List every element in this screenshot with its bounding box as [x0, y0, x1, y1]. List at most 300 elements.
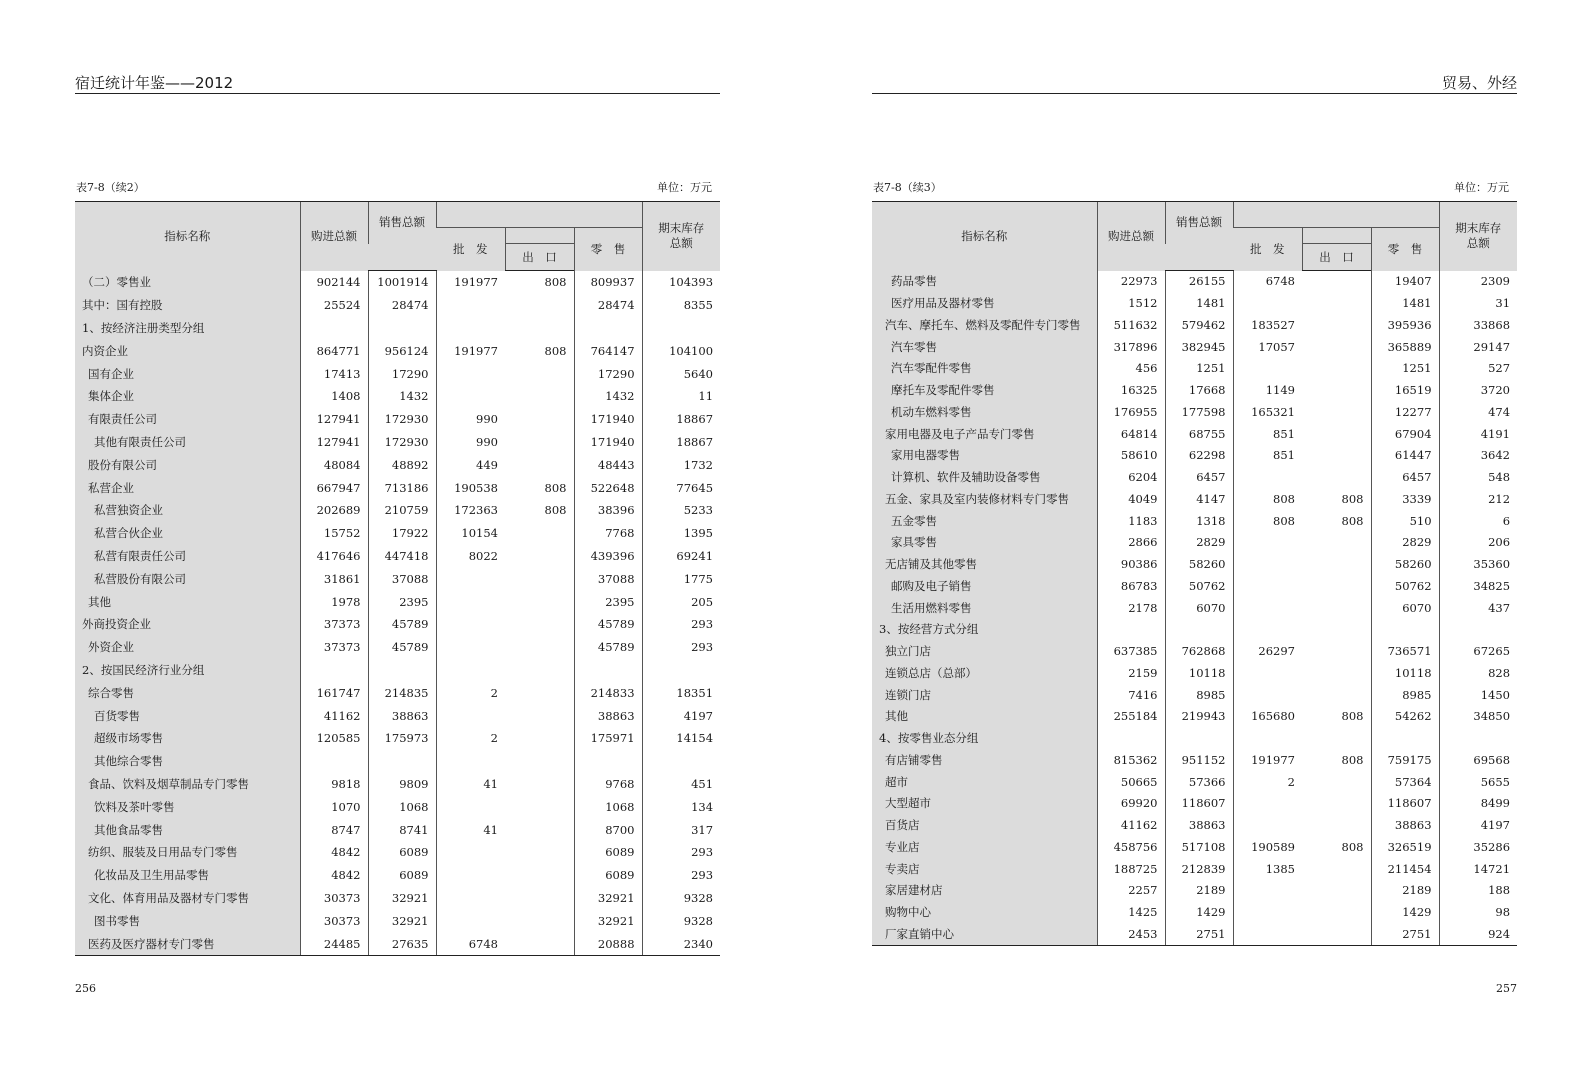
row-label: 私营企业: [75, 476, 300, 499]
purchase-cell: 2257: [1097, 880, 1165, 902]
sales-cell: 50762: [1165, 576, 1233, 598]
purchase-cell: 2866: [1097, 532, 1165, 554]
wholesale-cell: 990: [436, 408, 505, 431]
inventory-cell: 437: [1439, 597, 1517, 619]
sales-cell: 32921: [368, 887, 436, 910]
sales-cell: 2395: [368, 590, 436, 613]
wholesale-cell: 1149: [1233, 380, 1302, 402]
row-label: 专业店: [872, 837, 1097, 859]
purchase-cell: 37373: [300, 613, 368, 636]
col-header-sales: 销售总额: [368, 202, 436, 244]
table-row: [75, 750, 720, 773]
export-cell: 808: [544, 343, 567, 358]
purchase-cell: [300, 659, 368, 682]
purchase-cell: 1425: [1097, 902, 1165, 924]
unit-label: 单位：万元: [657, 181, 712, 194]
retail-cell: 1481: [1371, 293, 1439, 315]
row-label: 私营股份有限公司: [75, 567, 300, 590]
purchase-cell: 511632: [1097, 315, 1165, 337]
row-label: 饮料及茶叶零售: [75, 795, 300, 818]
wholesale-cell: [436, 317, 505, 340]
col-header-export: 出 口: [1302, 244, 1371, 271]
sales-cell: 951152: [1165, 750, 1233, 772]
purchase-cell: 6204: [1097, 467, 1165, 489]
row-label: 其他: [75, 590, 300, 613]
sales-cell: [1165, 619, 1233, 641]
inventory-cell: 29147: [1439, 336, 1517, 358]
purchase-cell: 902144: [300, 271, 368, 294]
sales-cell: 68755: [1165, 423, 1233, 445]
row-label: 1、按经济注册类型分组: [75, 317, 300, 340]
purchase-cell: 9818: [300, 773, 368, 796]
retail-cell: 20888: [574, 932, 642, 955]
row-label: 纺织、服装及日用品专门零售: [75, 841, 300, 864]
retail-cell: 1068: [574, 795, 642, 818]
table-row: [75, 932, 720, 955]
retail-cell: 6070: [1371, 597, 1439, 619]
export-cell: [505, 659, 574, 682]
row-label: 家居建材店: [872, 880, 1097, 902]
table-row: [75, 339, 720, 362]
purchase-cell: 8747: [300, 818, 368, 841]
purchase-cell: [1097, 619, 1165, 641]
purchase-cell: 667947: [300, 476, 368, 499]
wholesale-cell: 6748: [436, 932, 505, 955]
export-cell: 808: [1341, 491, 1364, 506]
table-row: [872, 380, 1517, 402]
wholesale-cell: [1233, 576, 1302, 598]
retail-cell: 171940: [574, 431, 642, 454]
row-label: 超级市场零售: [75, 727, 300, 750]
table-row: [75, 408, 720, 431]
export-cell: [505, 613, 574, 636]
wholesale-cell: 190538: [436, 476, 505, 499]
inventory-label-line2: 总额: [669, 236, 693, 251]
row-label: 有限责任公司: [75, 408, 300, 431]
row-label: 家具零售: [872, 532, 1097, 554]
table-row: [872, 619, 1517, 641]
inventory-cell: 5655: [1439, 771, 1517, 793]
row-label: 药品零售: [872, 271, 1097, 293]
left-running-header: [75, 72, 720, 94]
wholesale-cell: [1233, 293, 1302, 315]
inventory-cell: 35286: [1439, 837, 1517, 859]
table-row: [872, 771, 1517, 793]
wholesale-cell: [436, 636, 505, 659]
inventory-cell: 104100: [642, 339, 720, 362]
inventory-cell: 98: [1439, 902, 1517, 924]
inventory-cell: 8499: [1439, 793, 1517, 815]
wholesale-cell: [1233, 684, 1302, 706]
purchase-cell: 161747: [300, 681, 368, 704]
export-cell: [1302, 924, 1371, 946]
row-label: 其他综合零售: [75, 750, 300, 773]
inventory-cell: 4197: [1439, 815, 1517, 837]
row-label: 超市: [872, 771, 1097, 793]
sales-cell: 118607: [1165, 793, 1233, 815]
inventory-cell: 293: [642, 636, 720, 659]
right-running-header: [872, 72, 1517, 94]
row-label: 家用电器零售: [872, 445, 1097, 467]
retail-cell: 1251: [1371, 358, 1439, 380]
wholesale-cell: 851: [1233, 423, 1302, 445]
row-label: 其中：国有控股: [75, 294, 300, 317]
table-row: [872, 728, 1517, 750]
table-row: [75, 453, 720, 476]
retail-cell: [574, 659, 642, 682]
sales-cell: [368, 750, 436, 773]
wholesale-cell: [1233, 793, 1302, 815]
table-row: [872, 293, 1517, 315]
inventory-cell: 527: [1439, 358, 1517, 380]
table-row: [872, 271, 1517, 293]
inventory-cell: [642, 750, 720, 773]
retail-cell: 10118: [1371, 663, 1439, 685]
sales-cell: 1251: [1165, 358, 1233, 380]
inventory-cell: 18867: [642, 431, 720, 454]
row-label: 内资企业: [75, 339, 300, 362]
inventory-cell: 3720: [1439, 380, 1517, 402]
row-label: 其他: [872, 706, 1097, 728]
inventory-cell: 67265: [1439, 641, 1517, 663]
export-cell: [505, 704, 574, 727]
inventory-cell: 924: [1439, 924, 1517, 946]
retail-cell: 38863: [574, 704, 642, 727]
export-cell: [1302, 815, 1371, 837]
retail-cell: 17290: [574, 362, 642, 385]
purchase-cell: 86783: [1097, 576, 1165, 598]
retail-cell: 175971: [574, 727, 642, 750]
table-row: [872, 402, 1517, 424]
inventory-cell: 293: [642, 841, 720, 864]
col-header-retail: 零 售: [574, 228, 642, 271]
wholesale-cell: [1233, 728, 1302, 750]
purchase-cell: 24485: [300, 932, 368, 955]
sales-cell: 6070: [1165, 597, 1233, 619]
inventory-cell: 77645: [642, 476, 720, 499]
purchase-cell: 22973: [1097, 271, 1165, 293]
purchase-cell: 458756: [1097, 837, 1165, 859]
left-page-number: 256: [75, 982, 96, 995]
wholesale-cell: 851: [1233, 445, 1302, 467]
inventory-cell: 14154: [642, 727, 720, 750]
retail-cell: 6089: [574, 841, 642, 864]
purchase-cell: 50665: [1097, 771, 1165, 793]
export-cell: [505, 773, 574, 796]
row-label: 4、按零售业态分组: [872, 728, 1097, 750]
retail-cell: 809937: [574, 271, 642, 294]
export-cell: 808: [1341, 752, 1364, 767]
retail-cell: 45789: [574, 636, 642, 659]
table-row: [75, 362, 720, 385]
row-label: 私营合伙企业: [75, 522, 300, 545]
retail-cell: [1371, 728, 1439, 750]
col-header-inventory: [642, 202, 720, 271]
export-cell: 808: [544, 503, 567, 518]
row-label: 股份有限公司: [75, 453, 300, 476]
row-label: 其他食品零售: [75, 818, 300, 841]
retail-cell: 764147: [574, 339, 642, 362]
sales-cell: 2751: [1165, 924, 1233, 946]
sales-cell: 4147: [1165, 489, 1233, 511]
purchase-cell: 64814: [1097, 423, 1165, 445]
table-number: 表7-8（续3）: [873, 181, 942, 194]
table-row: [75, 613, 720, 636]
sales-cell: 38863: [368, 704, 436, 727]
purchase-cell: 815362: [1097, 750, 1165, 772]
purchase-cell: 1183: [1097, 510, 1165, 532]
wholesale-cell: 17057: [1233, 336, 1302, 358]
retail-cell: [574, 317, 642, 340]
left-data-table: [75, 201, 720, 956]
sales-cell: 57366: [1165, 771, 1233, 793]
export-cell: [505, 841, 574, 864]
wholesale-cell: [436, 909, 505, 932]
export-cell: [505, 795, 574, 818]
wholesale-cell: [1233, 597, 1302, 619]
purchase-cell: 90386: [1097, 554, 1165, 576]
retail-cell: 8985: [1371, 684, 1439, 706]
table-row: [872, 902, 1517, 924]
wholesale-cell: 990: [436, 431, 505, 454]
row-label: 其他有限责任公司: [75, 431, 300, 454]
export-cell: [505, 385, 574, 408]
wholesale-cell: 808: [1233, 489, 1302, 511]
inventory-cell: 1395: [642, 522, 720, 545]
table-row: [75, 818, 720, 841]
retail-cell: 61447: [1371, 445, 1439, 467]
right-page-number: 257: [1496, 982, 1517, 995]
left-page: [75, 0, 720, 1077]
retail-cell: 48443: [574, 453, 642, 476]
sales-cell: 210759: [368, 499, 436, 522]
wholesale-cell: [436, 750, 505, 773]
sales-cell: 9809: [368, 773, 436, 796]
sales-cell: 175973: [368, 727, 436, 750]
sales-cell: 1481: [1165, 293, 1233, 315]
wholesale-cell: 449: [436, 453, 505, 476]
inventory-cell: 33868: [1439, 315, 1517, 337]
left-table-caption: [75, 181, 720, 197]
book-title: 宿迁统计年鉴——2012: [75, 74, 234, 92]
export-cell: [1302, 619, 1371, 641]
export-cell: [505, 909, 574, 932]
export-cell: [1302, 880, 1371, 902]
wholesale-cell: [436, 362, 505, 385]
export-cell: [505, 750, 574, 773]
retail-cell: 37088: [574, 567, 642, 590]
table-row: [75, 841, 720, 864]
purchase-cell: 637385: [1097, 641, 1165, 663]
purchase-cell: 127941: [300, 408, 368, 431]
inventory-cell: 1450: [1439, 684, 1517, 706]
table-row: [75, 271, 720, 294]
export-cell: [1302, 402, 1371, 424]
sales-cell: 1318: [1165, 510, 1233, 532]
wholesale-cell: 10154: [436, 522, 505, 545]
export-cell: [1302, 271, 1371, 293]
table-row: [75, 545, 720, 568]
wholesale-cell: [436, 613, 505, 636]
sales-cell: 177598: [1165, 402, 1233, 424]
inventory-cell: 31: [1439, 293, 1517, 315]
wholesale-cell: 808: [1233, 510, 1302, 532]
purchase-cell: [1097, 728, 1165, 750]
row-label: 百货零售: [75, 704, 300, 727]
purchase-cell: 2178: [1097, 597, 1165, 619]
table-row: [872, 315, 1517, 337]
table-row: [75, 476, 720, 499]
sales-cell: 8741: [368, 818, 436, 841]
retail-cell: 57364: [1371, 771, 1439, 793]
wholesale-cell: 26297: [1233, 641, 1302, 663]
wholesale-cell: [1233, 554, 1302, 576]
inventory-cell: 2340: [642, 932, 720, 955]
table-row: [872, 554, 1517, 576]
sales-cell: 212839: [1165, 858, 1233, 880]
retail-cell: 45789: [574, 613, 642, 636]
export-cell: [505, 932, 574, 955]
retail-cell: 50762: [1371, 576, 1439, 598]
retail-cell: 19407: [1371, 271, 1439, 293]
wholesale-cell: [1233, 467, 1302, 489]
table-row: [872, 576, 1517, 598]
row-label: 私营有限责任公司: [75, 545, 300, 568]
retail-cell: 3339: [1371, 489, 1439, 511]
purchase-cell: 30373: [300, 887, 368, 910]
purchase-cell: 25524: [300, 294, 368, 317]
wholesale-cell: 8022: [436, 545, 505, 568]
retail-cell: 38863: [1371, 815, 1439, 837]
export-cell: [1302, 858, 1371, 880]
export-cell: [505, 522, 574, 545]
inventory-label-line1: 期末库存: [658, 221, 705, 236]
wholesale-cell: [436, 704, 505, 727]
inventory-cell: 18351: [642, 681, 720, 704]
sales-cell: 517108: [1165, 837, 1233, 859]
inventory-cell: 1775: [642, 567, 720, 590]
purchase-cell: 864771: [300, 339, 368, 362]
retail-cell: 510: [1371, 510, 1439, 532]
table-row: [872, 924, 1517, 946]
retail-cell: 8700: [574, 818, 642, 841]
sales-cell: 62298: [1165, 445, 1233, 467]
wholesale-cell: 165321: [1233, 402, 1302, 424]
export-cell: [1302, 532, 1371, 554]
purchase-cell: 16325: [1097, 380, 1165, 402]
retail-cell: 439396: [574, 545, 642, 568]
retail-cell: 118607: [1371, 793, 1439, 815]
purchase-cell: 41162: [300, 704, 368, 727]
sales-cell: 2829: [1165, 532, 1233, 554]
table-row: [75, 385, 720, 408]
sales-cell: 17290: [368, 362, 436, 385]
sales-cell: 219943: [1165, 706, 1233, 728]
inventory-cell: [642, 659, 720, 682]
retail-cell: 7768: [574, 522, 642, 545]
row-label: 3、按经营方式分组: [872, 619, 1097, 641]
retail-cell: 365889: [1371, 336, 1439, 358]
sales-cell: 762868: [1165, 641, 1233, 663]
wholesale-cell: [1233, 619, 1302, 641]
table-row: [872, 489, 1517, 511]
sales-cell: 45789: [368, 613, 436, 636]
inventory-cell: 1732: [642, 453, 720, 476]
wholesale-cell: [436, 887, 505, 910]
retail-cell: 67904: [1371, 423, 1439, 445]
purchase-cell: 4049: [1097, 489, 1165, 511]
sales-cell: 1068: [368, 795, 436, 818]
export-cell: 808: [1341, 513, 1364, 528]
table-row: [75, 522, 720, 545]
inventory-cell: 293: [642, 864, 720, 887]
export-cell: [1302, 597, 1371, 619]
export-cell: [505, 362, 574, 385]
row-label: 外商投资企业: [75, 613, 300, 636]
export-cell: [1302, 641, 1371, 663]
sales-cell: 26155: [1165, 271, 1233, 293]
retail-cell: 9768: [574, 773, 642, 796]
row-label: 连锁总店（总部）: [872, 663, 1097, 685]
purchase-cell: 17413: [300, 362, 368, 385]
row-label: 汽车零配件零售: [872, 358, 1097, 380]
table-row: [872, 597, 1517, 619]
table-row: [872, 663, 1517, 685]
retail-cell: 2751: [1371, 924, 1439, 946]
export-cell: [505, 727, 574, 750]
inventory-cell: 317: [642, 818, 720, 841]
row-label: 集体企业: [75, 385, 300, 408]
export-cell: [505, 317, 574, 340]
table-number: 表7-8（续2）: [76, 181, 145, 194]
wholesale-cell: [1233, 924, 1302, 946]
purchase-cell: 4842: [300, 841, 368, 864]
wholesale-cell: 183527: [1233, 315, 1302, 337]
col-header-wholesale: 批 发: [436, 228, 505, 271]
right-data-table: [872, 201, 1517, 946]
export-cell: [1302, 380, 1371, 402]
wholesale-cell: [1233, 663, 1302, 685]
retail-cell: 54262: [1371, 706, 1439, 728]
retail-cell: 12277: [1371, 402, 1439, 424]
export-cell: [1302, 315, 1371, 337]
wholesale-cell: [436, 385, 505, 408]
table-row: [872, 706, 1517, 728]
col-header-name: 指标名称: [872, 202, 1097, 271]
table-row: [872, 858, 1517, 880]
purchase-cell: 317896: [1097, 336, 1165, 358]
purchase-cell: 456: [1097, 358, 1165, 380]
sales-cell: 2189: [1165, 880, 1233, 902]
retail-cell: 1432: [574, 385, 642, 408]
purchase-cell: 4842: [300, 864, 368, 887]
row-label: 摩托车及零配件零售: [872, 380, 1097, 402]
row-label: 大型超市: [872, 793, 1097, 815]
col-header-export-spacer: [1302, 228, 1371, 244]
inventory-cell: 548: [1439, 467, 1517, 489]
inventory-cell: 188: [1439, 880, 1517, 902]
export-cell: [1302, 576, 1371, 598]
purchase-cell: 120585: [300, 727, 368, 750]
inventory-cell: 14721: [1439, 858, 1517, 880]
row-label: 五金零售: [872, 510, 1097, 532]
table-row: [75, 590, 720, 613]
retail-cell: 6089: [574, 864, 642, 887]
table-row: [872, 815, 1517, 837]
export-cell: [505, 431, 574, 454]
table-row: [872, 358, 1517, 380]
wholesale-cell: 191977: [436, 339, 505, 362]
